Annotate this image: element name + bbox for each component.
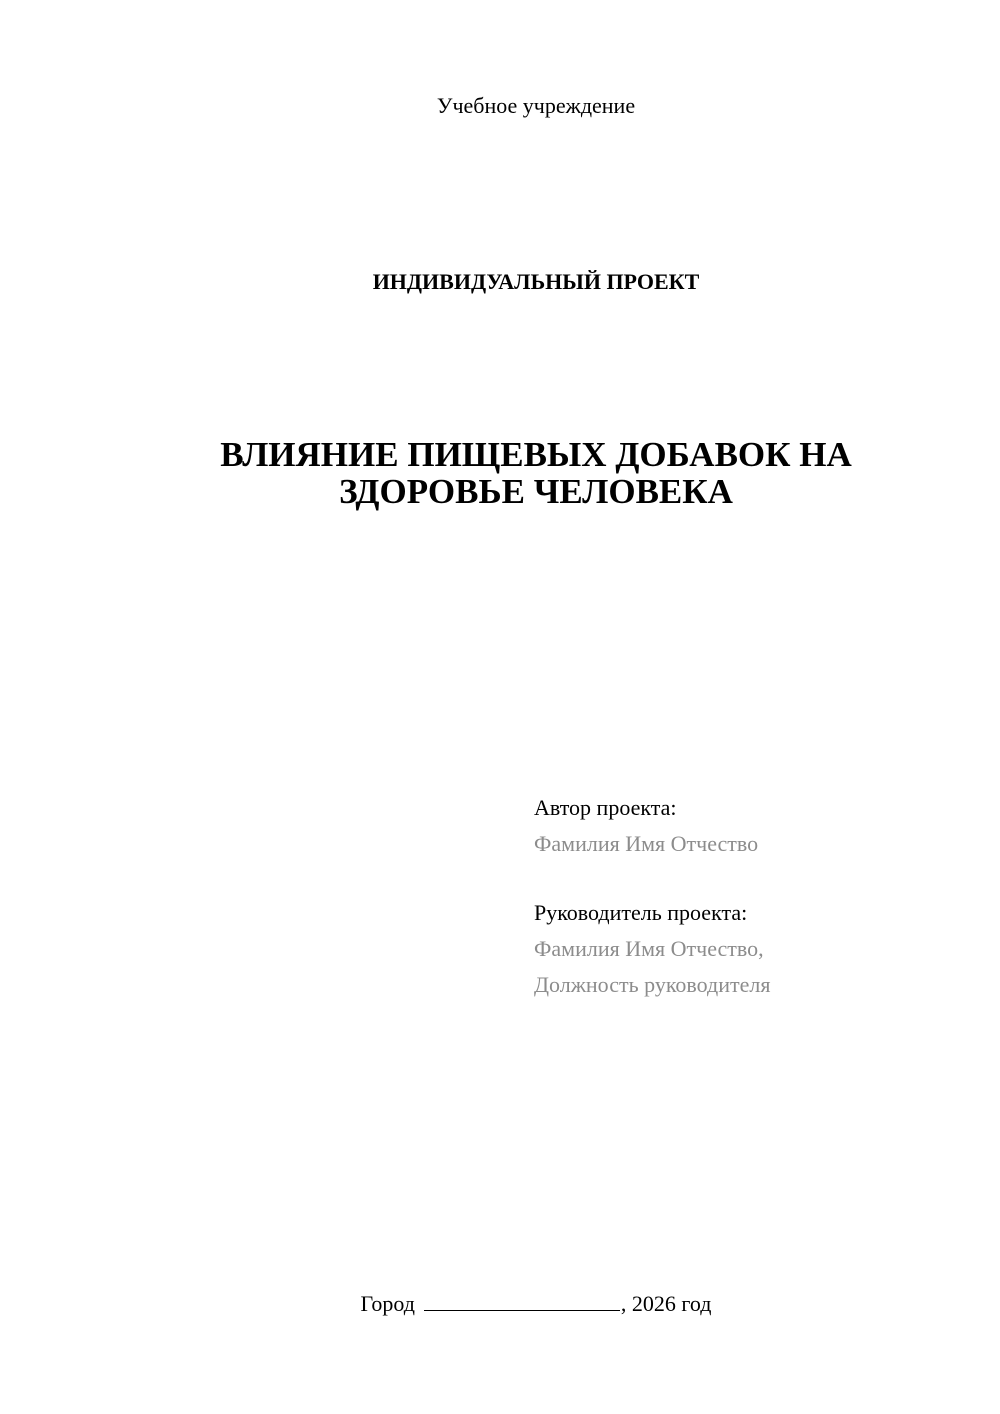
project-title-line-2: ЗДОРОВЬЕ ЧЕЛОВЕКА <box>339 472 733 511</box>
author-name: Фамилия Имя Отчество <box>534 831 759 856</box>
project-title-line-1: ВЛИЯНИЕ ПИЩЕВЫХ ДОБАВОК НА <box>220 435 852 474</box>
city-blank-line <box>424 1290 620 1311</box>
project-title <box>0 436 1000 510</box>
city-year-line <box>0 1290 1000 1318</box>
year-text: , 2026 год <box>620 1291 712 1316</box>
city-label: Город <box>360 1291 415 1316</box>
info-spacer <box>534 862 974 895</box>
supervisor-position: Должность руководителя <box>534 972 771 997</box>
project-type-heading: ИНДИВИДУАЛЬНЫЙ ПРОЕКТ <box>372 269 700 294</box>
supervisor-label: Руководитель проекта: <box>534 900 748 925</box>
supervisor-name: Фамилия Имя Отчество, <box>534 936 764 961</box>
project-info-block <box>534 790 974 1003</box>
institution-name: Учебное учреждение <box>436 93 636 118</box>
author-label: Автор проекта: <box>534 795 677 820</box>
